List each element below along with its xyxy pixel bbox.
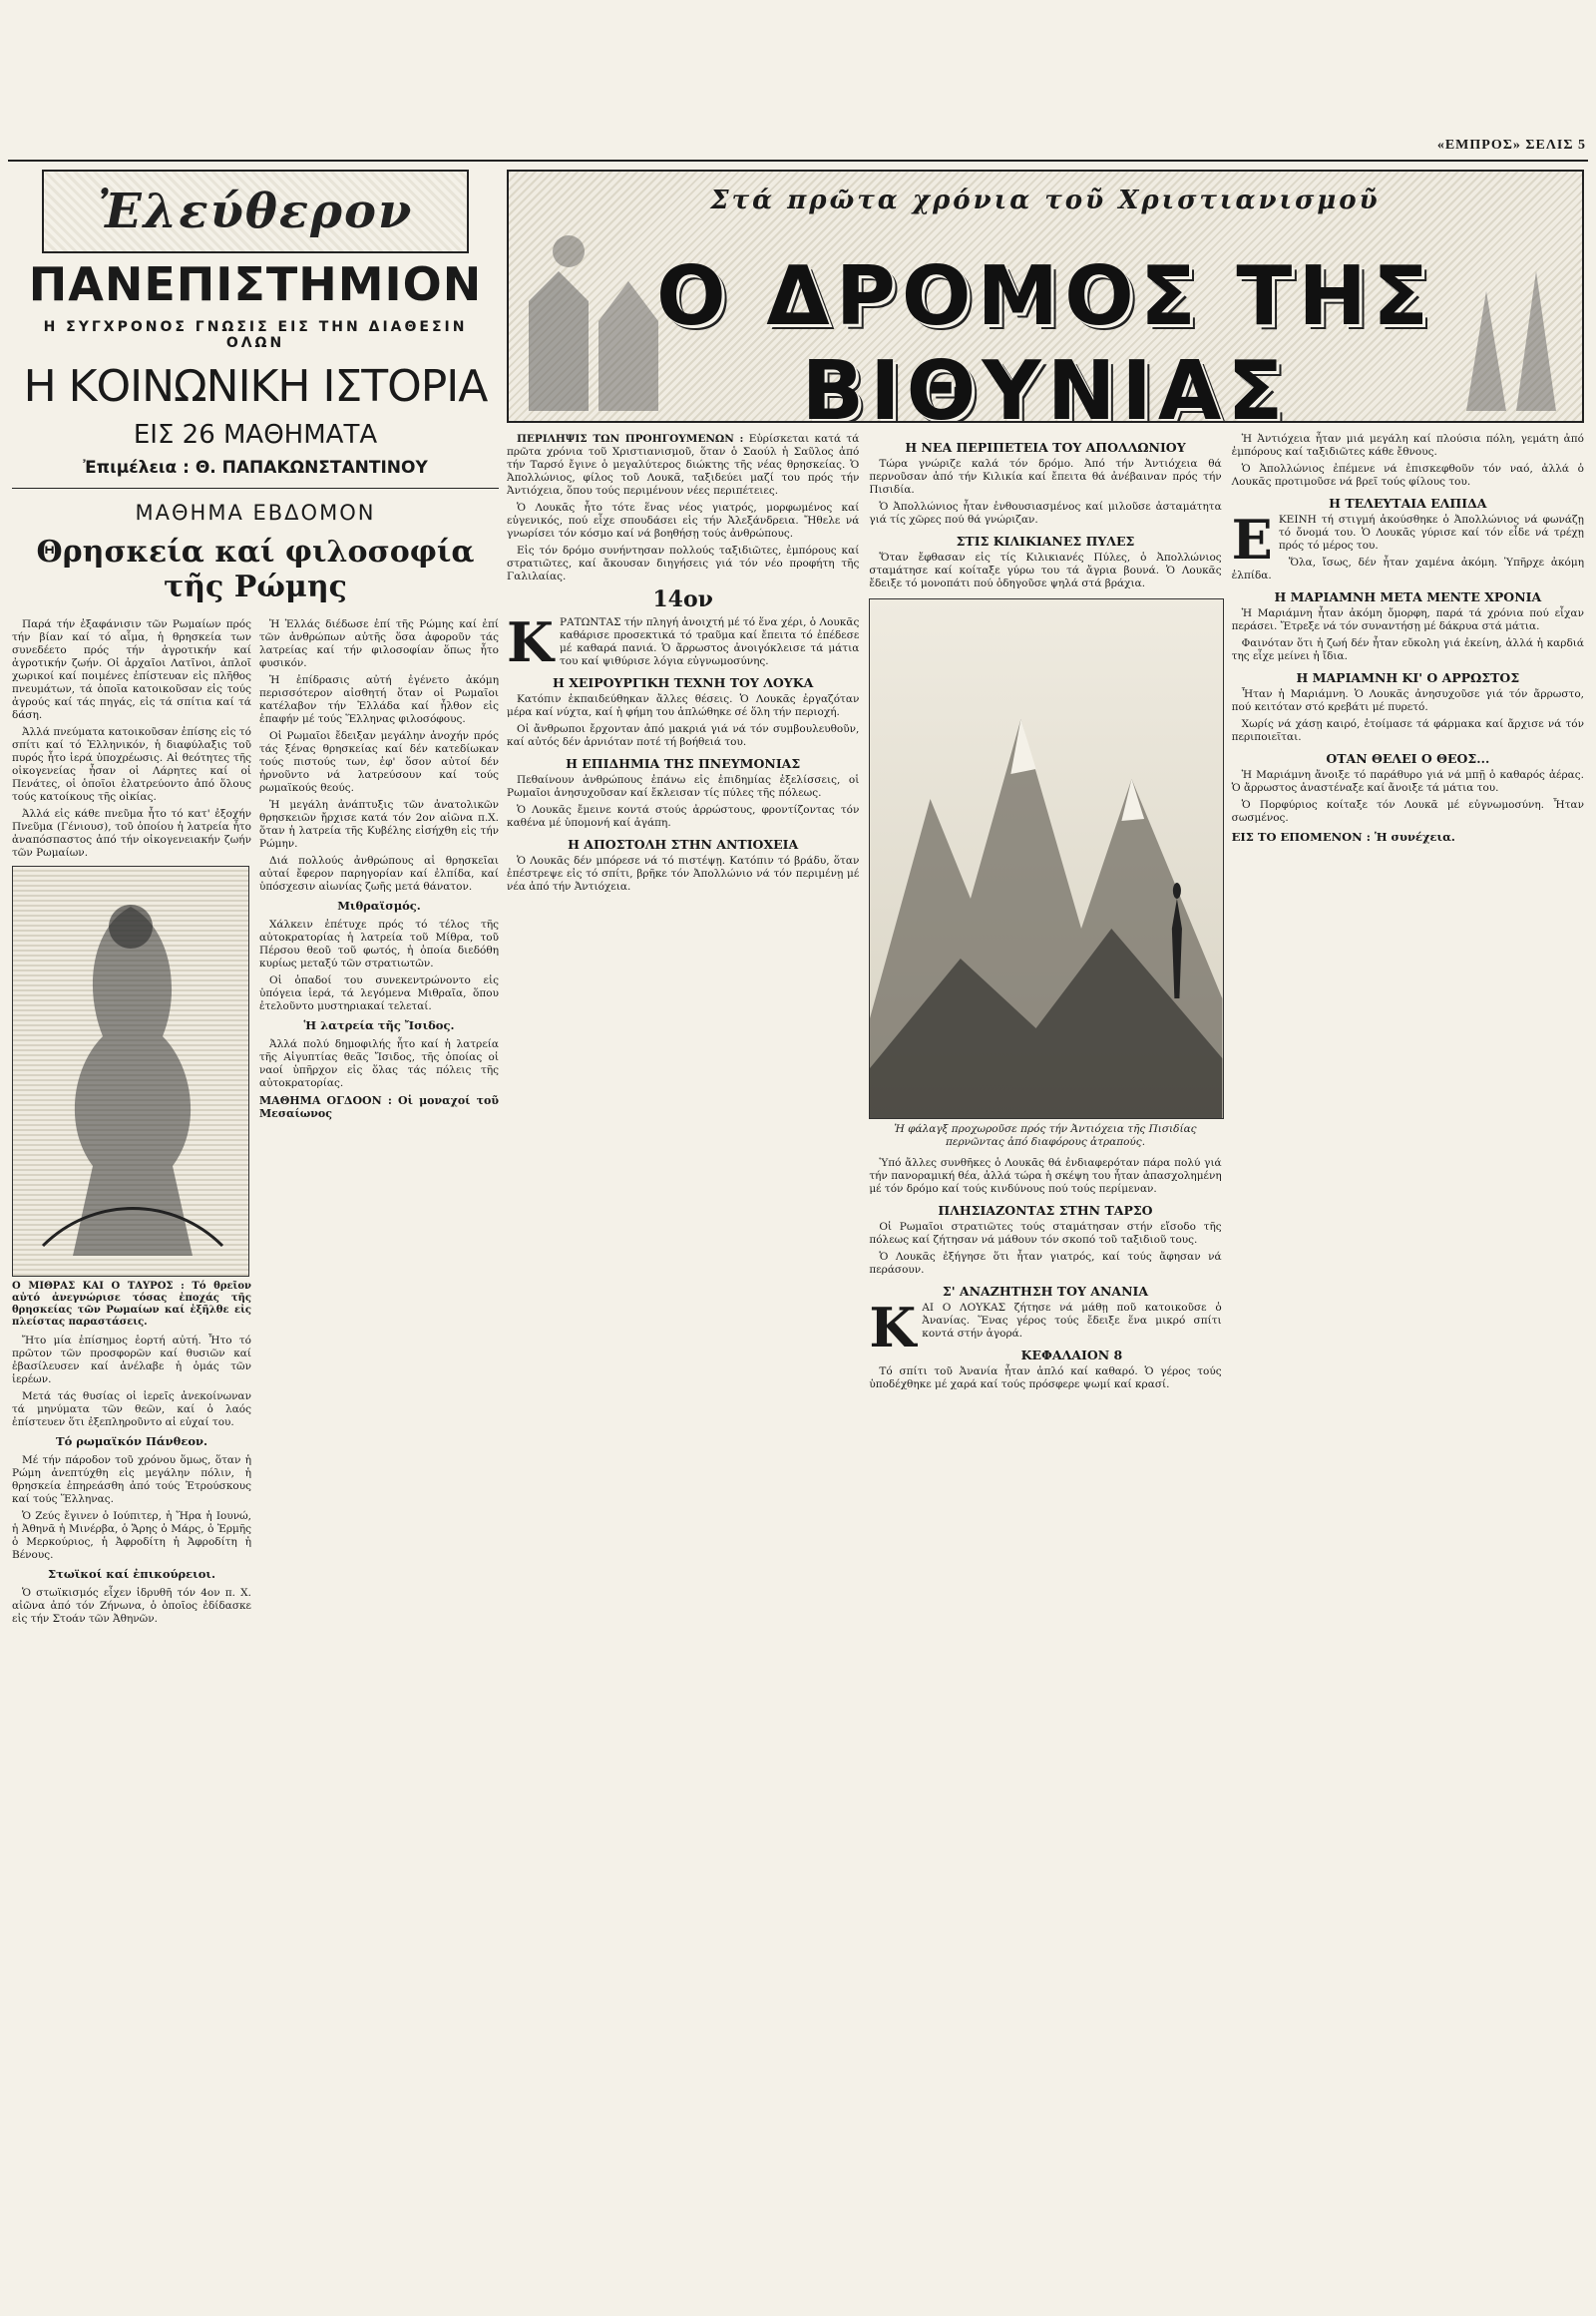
illustration-caption: Ἡ φάλαγξ προχωροῦσε πρός τήν Ἀντιόχεια τῆς Πισιδίας περνῶντας ἀπό διαφόρους ἀτραπούς.: [894, 1123, 1197, 1148]
paragraph: Ὑπό ἄλλες συνθῆκες ὁ Λουκᾶς θά ἐνδιαφερόταν πάρα πολύ γιά τήν πανοραμική θέα, ἀλλά τώρα ἡ σκέψη του ἦταν ἀπασχολημένη μέ τόν δρόμο καί τούς κινδύνους πού τούς περίμεναν.: [869, 1157, 1222, 1195]
series-title: Η ΚΟΙΝΩΝΙΚΗ ΙΣΤΟΡΙΑ: [23, 361, 488, 412]
mithras-figure: [12, 866, 249, 1277]
paragraph: [507, 610, 860, 674]
subheading: Η ΜΑΡΙΑΜΝΗ ΜΕΤΑ ΜΕΝΤΕ ΧΡΟΝΙΑ: [1274, 589, 1542, 604]
university-section: [12, 170, 499, 2284]
paragraph: Χωρίς νά χάσῃ καιρό, ἑτοίμασε τά φάρμακα καί ἄρχισε νά τόν περιποιεῖται.: [1231, 718, 1584, 743]
recap-text: Εὑρίσκεται κατά τά πρῶτα χρόνια τοῦ Χριστιανισμοῦ, ὅταν ὁ Σαούλ ἡ Σαῦλος ἀπό τήν Ταρσό ἔγινε ὁ μεγαλύτερος διώκτης τῆς νέας θρησκείας. Ὁ Ἀπολλώνιος, φίλος τοῦ Λουκᾶ, ταξιδεύει μαζί του πρός τήν Ἀντιόχεια, ὅπου τούς περιμένουν νέες περιπέτειες.: [507, 433, 860, 497]
paragraph: Μέ τήν πάροδον τοῦ χρόνου ὅμως, ὅταν ἡ Ρώμη ἀνεπτύχθη εἰς μεγάλην πόλιν, ἡ θρησκεία ἐπηρεάσθη ἀπό τούς Ἐτρούσκους καί τούς Ἕλληνας.: [12, 1454, 251, 1505]
lesson-title: Θρησκεία καί φιλοσοφία τῆς Ρώμης: [36, 535, 475, 604]
figure-caption: Ο ΜΙΘΡΑΣ ΚΑΙ Ο ΤΑΥΡΟΣ : Τό θρεῖον αὐτό ἀνεγνώρισε τόσας ἐποχάς τῆς θρησκείας τῶν Ρωμαίων καί ἐξῆλθε εἰς πλείστας παραστάσεις.: [12, 1281, 251, 1328]
serial-story-section: [507, 170, 1584, 2284]
banner-subtitle: Στά πρῶτα χρόνια τοῦ Χριστιανισμοῦ: [710, 186, 1381, 215]
paragraph: Οἱ ἄνθρωποι ἔρχονταν ἀπό μακριά γιά νά τόν συμβουλευθοῦν, καί αὐτός δέν ἀρνιόταν ποτέ τή βοήθειά του.: [507, 723, 860, 748]
paragraph: Εἰς τόν δρόμο συνήντησαν πολλούς ταξιδιῶτες, ἐμπόρους καί στρατιῶτες, καί ἄκουσαν διηγήσεις γιά τόν νέο προφήτη τῆς Γαλιλαίας.: [507, 545, 860, 582]
paragraph: Ὁ Λουκᾶς δέν μπόρεσε νά τό πιστέψῃ. Κατόπιν τό βράδυ, ὅταν ἐπέστρεψε εἰς τό σπίτι, βρῆκε τόν Ἀπολλώνιο νά τόν περιμένῃ μέ νέα ἀπό τήν Ἀντιόχεια.: [507, 855, 860, 893]
paragraph: Οἱ ὀπαδοί του συνεκεντρώνοντο εἰς ὑπόγεια ἱερά, τά λεγόμενα Μιθραῖα, ὅπου ἐτελοῦντο μυστηριακαί τελεταί.: [259, 974, 499, 1012]
article-column-1: [12, 618, 251, 1630]
story-title: Ο ΔΡΟΜΟΣ ΤΗΣ ΒΙΘΥΝΙΑΣ: [656, 249, 1434, 423]
section-subtitle: Η ΣΥΓΧΡΟΝΟΣ ΓΝΩΣΙΣ ΕΙΣ ΤΗΝ ΔΙΑΘΕΣΙΝ ΟΛΩΝ: [43, 319, 468, 351]
subheading: Η ΧΕΙΡΟΥΡΓΙΚΗ ΤΕΧΝΗ ΤΟΥ ΛΟΥΚΑ: [553, 675, 814, 690]
chapter-heading: ΚΕΦΑΛΑΙΟΝ 8: [1020, 1348, 1123, 1362]
recap-heading: ΠΕΡΙΛΗΨΙΣ ΤΩΝ ΠΡΟΗΓΟΥΜΕΝΩΝ :: [517, 433, 744, 445]
paragraph-text: ΑΙ Ο ΛΟΥΚΑΣ ζήτησε νά μάθῃ ποῦ κατοικοῦσε ὁ Ἀνανίας. Ἕνας γέρος τούς ἔδειξε ἕνα μικρό σπίτι κοντά στήν ἀγορά.: [922, 1302, 1222, 1340]
section-title: ΠΑΝΕΠΙΣΤΗΜΙΟΝ: [28, 257, 483, 311]
paragraph: Ἡ Ἑλλάς διέδωσε ἐπί τῆς Ρώμης καί ἐπί τῶν ἀνθρώπων αὐτῆς ὅσα ἀφοροῦν τάς λατρείας καί τήν φιλοσοφίαν ὅπως ἦτο φυσικόν.: [259, 618, 499, 669]
paragraph: Οἱ Ρωμαῖοι στρατιῶτες τούς σταμάτησαν στήν εἴσοδο τῆς πόλεως καί ζήτησαν νά μάθουν τόν σκοπό τοῦ ταξιδιοῦ τους.: [869, 1221, 1222, 1246]
top-rule: [8, 160, 1588, 162]
subheading: ΟΤΑΝ ΘΕΛΕΙ Ο ΘΕΟΣ...: [1326, 751, 1490, 766]
paragraph: Παρά τήν ἐξαφάνισιν τῶν Ρωμαίων πρός τήν βίαν καί τό αἷμα, ἡ θρησκεία των συνεδέετο πρός τήν ἀγροτικήν καί ἀγροτικήν ζωήν. Οἱ ἀρχαῖοι Λατῖνοι, ἁπλοῖ χωρικοί καί ποιμένες ἐπίστευαν εἰς πλῆθος πνευμάτων, τά ὁποῖα κατοικοῦσαν εἰς τούς ἀγρούς καί τάς πηγάς, εἰς τά σπίτια καί τά δάση.: [12, 618, 251, 721]
masthead-logo: Ἐλεύθερον: [42, 170, 469, 253]
running-head: «ΕΜΠΡΟΣ» ΣΕΛΙΣ 5: [1436, 138, 1586, 153]
paragraph: Φαινόταν ὅτι ἡ ζωή δέν ἦταν εὔκολη γιά ἐκείνη, ἀλλά ἡ καρδιά της εἶχε μείνει ἡ ἴδια.: [1231, 637, 1584, 662]
paragraph: Τό σπίτι τοῦ Ἀνανία ἦταν ἁπλό καί καθαρό. Ὁ γέρος τούς ὑποδέχθηκε μέ χαρά καί τούς πρόσφερε ψωμί καί κρασί.: [869, 1365, 1222, 1390]
subheading: Τό ρωμαϊκόν Πάνθεον.: [56, 1434, 207, 1448]
paragraph: Ὁ Λουκᾶς ἐξήγησε ὅτι ἦταν γιατρός, καί τούς ἄφησαν νά περάσουν.: [869, 1251, 1222, 1276]
paragraph: Ἡ Μαριάμνη ἦταν ἀκόμη ὄμορφη, παρά τά χρόνια πού εἶχαν περάσει. Ἔτρεξε νά τόν συναντήσῃ μέ δάκρυα στά μάτια.: [1231, 607, 1584, 632]
drop-cap: Ε: [1231, 508, 1273, 572]
paragraph: Ὅταν ἔφθασαν εἰς τίς Κιλικιανές Πύλες, ὁ Ἀπολλώνιος σταμάτησε καί κοίταξε γύρω του τά ἄγρια βουνά. Ὁ Λουκᾶς ἔδειξε τό μονοπάτι πού ὁδηγοῦσε ψηλά στά βράχια.: [869, 552, 1222, 589]
paragraph: Διά πολλούς ἀνθρώπους αἱ θρησκεῖαι αὐταί ἔφερον παρηγορίαν καί ἐλπίδα, καί ὑπόσχεσιν αἰωνίας ζωῆς μετά θάνατον.: [259, 855, 499, 893]
paragraph: Ἀλλά εἰς κάθε πνεῦμα ἦτο τό κατ' ἐξοχήν Πνεῦμα (Γένιουσ), τοῦ ὁποίου ἡ λατρεία ἦτο ἀναπόσπαστος ἀπό τήν οἰκογενειακήν ζωήν τῶν Ρωμαίων.: [12, 808, 251, 859]
subheading: Η ΤΕΛΕΥΤΑΙΑ ΕΛΠΙΔΑ: [1329, 496, 1487, 511]
paragraph: Πεθαίνουν ἀνθρώπους ἐπάνω εἰς ἐπιδημίας ἐξελίσσεις, οἱ Ρωμαῖοι ἀνησυχοῦσαν καί ἔκλεισαν τίς πύλες τῆς πόλεως.: [507, 774, 860, 799]
paragraph: Ὁ Ζεύς ἔγινεν ὁ Ιούπιτερ, ἡ Ἥρα ἡ Ιουνώ, ἡ Ἀθηνᾶ ἡ Μινέρβα, ὁ Ἄρης ὁ Μάρς, ὁ Ἑρμῆς ὁ Μερκούριος, ἡ Ἀφροδίτη ἡ Ἀφροδίτη ἡ Βένους.: [12, 1510, 251, 1561]
paragraph: Ὁ Λουκᾶς ἦτο τότε ἕνας νέος γιατρός, μορφωμένος καί εὐγενικός, πού εἶχε σπουδάσει εἰς τήν Ἀλεξάνδρεια. Ἤθελε νά γνωρίσει τόν κόσμο καί νά βοηθήσῃ τούς ἀνθρώπους.: [507, 502, 860, 540]
paragraph: Χάλκειν ἐπέτυχε πρός τό τέλος τῆς αὐτοκρατορίας ἡ λατρεία τοῦ Μίθρα, τοῦ Πέρσου θεοῦ τοῦ φωτός, ἡ ὁποία διεδόθη κυρίως μεταξύ τῶν στρατιωτῶν.: [259, 919, 499, 969]
drop-cap: Κ: [507, 610, 554, 674]
editor-line: Ἐπιμέλεια : Θ. ΠΑΠΑΚΩΝΣΤΑΝΤΙΝΟΥ: [83, 458, 428, 478]
mountain-illustration: [869, 598, 1223, 1119]
subheading: Η ΝΕΑ ΠΕΡΙΠΕΤΕΙΑ ΤΟΥ ΑΠΟΛΛΩΝΙΟΥ: [905, 440, 1186, 455]
to-be-continued: ΕΙΣ ΤΟ ΕΠΟΜΕΝΟΝ : Ἡ συνέχεια.: [1231, 830, 1455, 844]
subheading: Η ΜΑΡΙΑΜΝΗ ΚΙ' Ο ΑΡΡΩΣΤΟΣ: [1296, 670, 1520, 685]
paragraph: Κατόπιν ἐκπαιδεύθηκαν ἄλλες θέσεις. Ὁ Λουκᾶς ἐργαζόταν μέρα καί νύχτα, καί ἡ φήμη του ἁπλώθηκε σέ ὅλη τήν περιοχή.: [507, 693, 860, 718]
paragraph: Ὁ Ἀπολλώνιος ἦταν ἐνθουσιασμένος καί μιλοῦσε ἀσταμάτητα γιά τίς χῶρες πού θά γνώριζαν.: [869, 501, 1222, 526]
paragraph: Ἡ ἐπίδρασις αὐτή ἐγένετο ἀκόμη περισσότερον αἰσθητή ὅταν οἱ Ρωμαῖοι κατέλαβον τήν Ἑλλάδα καί ἦλθον εἰς ἐπαφήν μέ τούς Ἕλληνας φιλοσόφους.: [259, 674, 499, 725]
subheading: Η ΑΠΟΣΤΟΛΗ ΣΤΗΝ ΑΝΤΙΟΧΕΙΑ: [568, 837, 799, 852]
lesson-count: ΕΙΣ 26 ΜΑΘΗΜΑΤΑ: [133, 420, 378, 450]
drop-cap: Κ: [869, 1296, 917, 1359]
story-banner: [507, 170, 1584, 423]
paragraph: Ἡ Ἀντιόχεια ἦταν μιά μεγάλη καί πλούσια πόλη, γεμάτη ἀπό ἐμπόρους καί ταξιδιῶτες κάθε ἔθνους.: [1231, 433, 1584, 458]
paragraph: Ὁ στωϊκισμός εἶχεν ἱδρυθῆ τόν 4ον π. Χ. αἰῶνα ἀπό τόν Ζήνωνα, ὁ ὁποῖος ἐδίδασκε εἰς τήν Στοάν τῶν Ἀθηνῶν.: [12, 1587, 251, 1625]
article-body: [12, 618, 499, 1630]
subheading: Μιθραϊσμός.: [337, 899, 421, 913]
paragraph: Ὁ Πορφύριος κοίταξε τόν Λουκᾶ μέ εὐγνωμοσύνη. Ἦταν σωσμένος.: [1231, 799, 1584, 824]
divider: [12, 488, 499, 489]
paragraph: Ὅλα, ἴσως, δέν ἦταν χαμένα ἀκόμη. Ὑπῆρχε ἀκόμη ἐλπίδα.: [1231, 557, 1584, 581]
lesson-number: ΜΑΘΗΜΑ ΕΒΔΟΜΟΝ: [135, 501, 376, 525]
story-column-1: [507, 433, 859, 1395]
subheading: Η ΕΠΙΔΗΜΙΑ ΤΗΣ ΠΝΕΥΜΟΝΙΑΣ: [566, 756, 801, 771]
paragraph: Ὁ Λουκᾶς ἔμεινε κοντά στούς ἀρρώστους, φροντίζοντας τόν καθένα μέ ὑπομονή καί ἀγάπη.: [507, 804, 860, 829]
paragraph: Μετά τάς θυσίας οἱ ἱερεῖς ἀνεκοίνωναν τά μηνύματα τῶν θεῶν, καί ὁ λαός ἐπίστευεν ὅτι ἐξεπληροῦντο αἱ εὐχαί του.: [12, 1390, 251, 1428]
subheading: Στωϊκοί καί ἐπικούρειοι.: [48, 1567, 215, 1581]
paragraph: Τώρα γνώριζε καλά τόν δρόμο. Ἀπό τήν Ἀντιόχεια θά περνοῦσαν ἀπό τήν Κιλικία καί ἔπειτα θά ἀνέβαιναν πρός τήν Πισιδία.: [869, 458, 1222, 496]
story-columns: [507, 433, 1584, 1395]
paragraph: Ἤτο μία ἐπίσημος ἑορτή αὐτή. Ἦτο τό πρῶτον τῶν προσφορῶν καί θυσιῶν καί ἐβασίλευσεν καί ἀνέλαβε ἡ ὁμάς τῶν ἱερέων.: [12, 1335, 251, 1385]
paragraph: Ἀλλά πολύ δημοφιλής ἦτο καί ἡ λατρεία τῆς Αἰγυπτίας θεᾶς Ἴσιδος, τῆς ὁποίας οἱ ναοί ὑπῆρχον εἰς ὅλας τάς πόλεις τῆς αὐτοκρατορίας.: [259, 1038, 499, 1089]
paragraph: Ἀλλά πνεύματα κατοικοῦσαν ἐπίσης εἰς τό σπίτι καί τό Ἑλληνικόν, ἡ διαφύλαξις τοῦ πυρός ἦτο ἱερά ὑποχρέωσις. Αἱ θεότητες τῆς οἰκογενείας ἦσαν οἱ Λάρητες καί οἱ Πενάτες, οἱ ὁποῖοι ἐλατρεύοντο ἀπό ὅλους τούς κατοίκους τῆς οἰκίας.: [12, 726, 251, 803]
story-column-3: [1232, 433, 1584, 1395]
recap: [507, 433, 859, 498]
subheading: Ἡ λατρεία τῆς Ἴσιδος.: [303, 1018, 455, 1032]
paragraph: Οἱ Ρωμαῖοι ἔδειξαν μεγάλην ἀνοχήν πρός τάς ξένας θρησκείας καί δέν κατεδίωκαν τούς πιστούς των, ἐφ' ὅσον αὐτοί δέν ἠρνοῦντο νά λατρεύσουν καί τούς ρωμαϊκούς θεούς.: [259, 730, 499, 794]
paragraph: Ἦταν ἡ Μαριάμνη. Ὁ Λουκᾶς ἀνησυχοῦσε γιά τόν ἄρρωστο, πού κειτόταν στό κρεβάτι μέ πυρετό.: [1231, 688, 1584, 713]
story-column-2: [869, 433, 1221, 1395]
subheading: Σ' ΑΝΑΖΗΤΗΣΗ ΤΟΥ ΑΝΑΝΙΑ: [942, 1284, 1149, 1299]
installment-number: 14ον: [652, 586, 713, 612]
paragraph: Ὁ Ἀπολλώνιος ἐπέμενε νά ἐπισκεφθοῦν τόν ναό, ἀλλά ὁ Λουκᾶς προτιμοῦσε νά βρεῖ τούς φίλους του.: [1231, 463, 1584, 488]
paragraph-text: ΡΑΤΩΝΤΑΣ τήν πληγή ἀνοιχτή μέ τό ἕνα χέρι, ὁ Λουκᾶς καθάρισε προσεκτικά τό τραῦμα καί ἔπειτα τό ἐπέδεσε μέ καθαρά πανιά. Ὁ ἄρρωστος ἀνοιγόκλεισε τά μάτια του καί ψιθύρισε λόγια εὐγνωμοσύνης.: [559, 616, 860, 667]
paragraph: Ἡ μεγάλη ἀνάπτυξις τῶν ἀνατολικῶν θρησκειῶν ἤρχισε κατά τόν 2ον αἰῶνα π.Χ. ὅταν ἡ λατρεία τῆς Κυβέλης εἰσήχθη εἰς τήν Ρώμην.: [259, 799, 499, 850]
subheading: ΣΤΙΣ ΚΙΛΙΚΙΑΝΕΣ ΠΥΛΕΣ: [956, 534, 1135, 549]
article-column-2: [259, 618, 499, 1630]
paragraph-text: ΚΕΙΝΗ τή στιγμή ἀκούσθηκε ὁ Ἀπολλώνιος νά φωνάζῃ τό ὄνομά του. Ὁ Λουκᾶς γύρισε καί τόν εἶδε νά τρέχῃ πρός τό μέρος του.: [1278, 514, 1584, 552]
subheading: ΠΛΗΣΙΑΖΟΝΤΑΣ ΣΤΗΝ ΤΑΡΣΟ: [938, 1203, 1153, 1218]
next-lesson: ΜΑΘΗΜΑ ΟΓΔΟΟΝ : Οἱ μοναχοί τοῦ Μεσαίωνος: [259, 1094, 499, 1120]
paragraph: Ἡ Μαριάμνη ἄνοιξε τό παράθυρο γιά νά μπῇ ὁ καθαρός ἀέρας. Ὁ ἄρρωστος ἀναστέναξε καί ἄνοιξε τά μάτια του.: [1231, 769, 1584, 794]
